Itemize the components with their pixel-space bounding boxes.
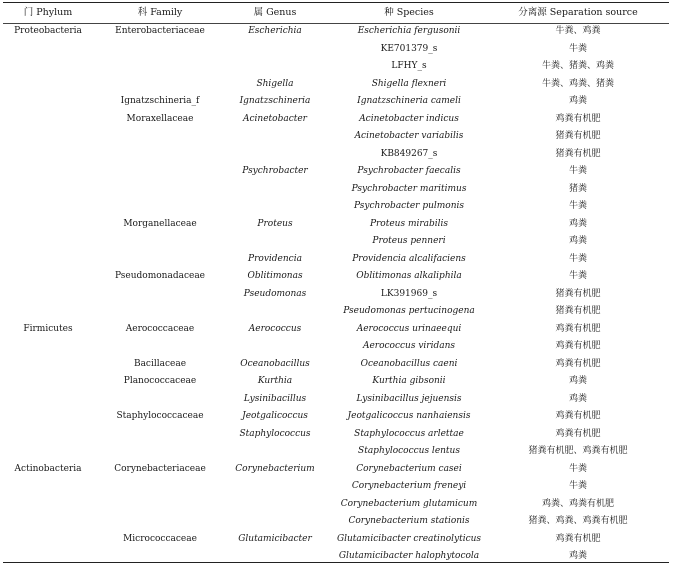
cell-species: Corynebacterium stationis (348, 516, 470, 526)
cell-genus: Glutamicibacter (238, 533, 312, 544)
cell-genus: Pseudomonas (243, 288, 307, 299)
table-row (3, 198, 669, 216)
table-row (3, 356, 669, 374)
cell-source: 牛粪 (568, 271, 588, 281)
cell-species: KB849267_s (380, 148, 438, 159)
cell-source: 鸡粪 (568, 236, 588, 246)
table-row (3, 321, 669, 339)
cell-species: Glutamicibacter halophytocola (338, 551, 480, 561)
cell-family: Aerococcaceae (125, 323, 195, 334)
cell-source: 猪粪、鸡粪、鸡粪有机肥 (528, 516, 628, 526)
table-row (3, 251, 669, 269)
cell-family: Planococcaceae (123, 376, 197, 386)
cell-source: 牛粪、猪粪、鸡粪 (541, 61, 615, 71)
table-row (3, 513, 669, 531)
cell-phylum: Actinobacteria (14, 463, 82, 474)
cell-species: Corynebacterium casei (356, 463, 462, 474)
cell-source: 牛粪、鸡粪 (555, 26, 601, 36)
cell-source: 鸡粪 (568, 376, 588, 386)
cell-family: Ignatzschineria_f (120, 96, 200, 106)
table-row (3, 23, 669, 41)
cell-source: 鸡粪有机肥 (555, 358, 601, 369)
cell-source: 猪粪有机肥、鸡粪有机肥 (528, 446, 628, 456)
cell-source: 猪粪 (568, 183, 588, 194)
cell-source: 牛粪 (568, 166, 588, 176)
table-row (3, 233, 669, 251)
cell-species: Lysinibacillus jejuensis (356, 393, 462, 404)
cell-genus: Lysinibacillus (243, 393, 307, 404)
cell-source: 鸡粪 (568, 96, 588, 106)
header-family: 科 Family (137, 7, 183, 18)
cell-species: Shigella flexneri (371, 78, 447, 89)
table-row (3, 163, 669, 181)
cell-source: 鸡粪有机肥 (555, 533, 601, 544)
table-row (3, 216, 669, 234)
cell-genus: Escherichia (248, 26, 302, 36)
cell-genus: Kurthia (257, 376, 293, 386)
header-source: 分离源 Separation source (518, 7, 638, 18)
header-genus: 属 Genus (253, 7, 297, 18)
cell-source: 牛粪、鸡粪、猪粪 (541, 78, 615, 89)
table-row (3, 373, 669, 391)
cell-phylum: Firmicutes (23, 323, 73, 334)
cell-species: Acinetobacter variabilis (354, 131, 464, 141)
cell-species: Acinetobacter indicus (359, 113, 459, 124)
table-row (3, 408, 669, 426)
cell-species: Providencia alcalifaciens (352, 253, 466, 264)
table-row (3, 531, 669, 549)
cell-source: 鸡粪、鸡粪有机肥 (541, 498, 615, 509)
cell-family: Staphylococcaceae (116, 411, 204, 421)
cell-source: 鸡粪有机肥 (555, 411, 601, 421)
cell-family: Moraxellaceae (126, 113, 194, 124)
cell-family: Micrococcaceae (123, 533, 197, 544)
cell-species: Oblitimonas alkaliphila (356, 271, 462, 281)
table-row (3, 146, 669, 164)
cell-family: Corynebacteriaceae (114, 463, 206, 474)
cell-phylum: Proteobacteria (14, 26, 82, 36)
cell-source: 牛粪 (568, 481, 588, 491)
cell-species: Corynebacterium glutamicum (340, 498, 478, 509)
cell-species: Jeotgalicoccus nanhaiensis (347, 411, 471, 421)
table-row (3, 478, 669, 496)
table-row (3, 93, 669, 111)
cell-species: Kurthia gibsonii (372, 376, 446, 386)
cell-source: 鸡粪 (568, 218, 588, 229)
cell-species: LFHY_s (391, 61, 427, 71)
cell-source: 牛粪 (568, 463, 588, 474)
table-row (3, 338, 669, 356)
cell-species: Aerococcus urinaeequi (356, 323, 462, 334)
table-row (3, 426, 669, 444)
cell-source: 牛粪 (568, 253, 588, 264)
cell-source: 鸡粪有机肥 (555, 323, 601, 334)
cell-species: Aerococcus viridans (362, 341, 456, 351)
cell-species: Corynebacterium freneyi (351, 481, 467, 491)
cell-species: Glutamicibacter creatinolyticus (336, 533, 482, 544)
cell-genus: Proteus (257, 218, 293, 229)
cell-genus: Providencia (248, 253, 302, 264)
cell-family: Enterobacteriaceae (115, 26, 205, 36)
cell-genus: Acinetobacter (243, 113, 307, 124)
cell-species: Staphylococcus arlettae (354, 428, 464, 439)
cell-genus: Psychrobacter (242, 166, 308, 176)
cell-species: Pseudomonas pertucinogena (343, 306, 475, 316)
table-row (3, 128, 669, 146)
cell-source: 牛粪 (568, 201, 588, 211)
cell-source: 鸡粪有机肥 (555, 428, 601, 439)
cell-species: Proteus penneri (372, 236, 446, 246)
cell-source: 猪粪有机肥 (555, 288, 601, 299)
table-row (3, 443, 669, 461)
cell-genus: Corynebacterium (235, 463, 315, 474)
cell-genus: Aerococcus (248, 323, 302, 334)
table-row (3, 58, 669, 76)
cell-genus: Oblitimonas (247, 271, 303, 281)
cell-source: 猪粪有机肥 (555, 131, 601, 141)
table-row (3, 41, 669, 59)
table-row (3, 496, 669, 514)
cell-species: Proteus mirabilis (369, 218, 449, 229)
cell-source: 牛粪 (568, 43, 588, 54)
table-bottom-rule (3, 562, 669, 563)
cell-species: KE701379_s (380, 43, 438, 54)
cell-species: Escherichia fergusonii (357, 26, 461, 36)
cell-source: 猪粪有机肥 (555, 148, 601, 159)
cell-source: 猪粪有机肥 (555, 306, 601, 316)
cell-genus: Staphylococcus (239, 428, 311, 439)
cell-species: Psychrobacter pulmonis (353, 201, 465, 211)
table-row (3, 76, 669, 94)
cell-source: 鸡粪 (568, 393, 588, 404)
table-row (3, 391, 669, 409)
header-species: 种 Species (384, 7, 434, 18)
cell-species: Psychrobacter faecalis (357, 166, 461, 176)
cell-source: 鸡粪有机肥 (555, 341, 601, 351)
cell-family: Pseudomonadaceae (114, 271, 206, 281)
cell-species: Oceanobacillus caeni (360, 358, 458, 369)
cell-species: Ignatzschineria cameli (357, 96, 461, 106)
cell-species: Staphylococcus lentus (358, 446, 460, 456)
table-row (3, 268, 669, 286)
cell-family: Bacillaceae (133, 358, 187, 369)
header-phylum: 门 Phylum (23, 7, 73, 18)
cell-species: LK391969_s (380, 288, 438, 299)
cell-source: 鸡粪 (568, 551, 588, 561)
cell-genus: Jeotgalicoccus (242, 411, 308, 421)
table-row (3, 461, 669, 479)
table-row (3, 111, 669, 129)
table-row (3, 286, 669, 304)
table-row (3, 181, 669, 199)
table-row (3, 303, 669, 321)
cell-genus: Shigella (256, 78, 294, 89)
table-top-rule (3, 2, 669, 3)
cell-genus: Ignatzschineria (239, 96, 311, 106)
table-header-row (3, 4, 669, 22)
cell-family: Morganellaceae (123, 218, 197, 229)
cell-species: Psychrobacter maritimus (351, 183, 467, 194)
cell-source: 鸡粪有机肥 (555, 113, 601, 124)
cell-genus: Oceanobacillus (240, 358, 310, 369)
